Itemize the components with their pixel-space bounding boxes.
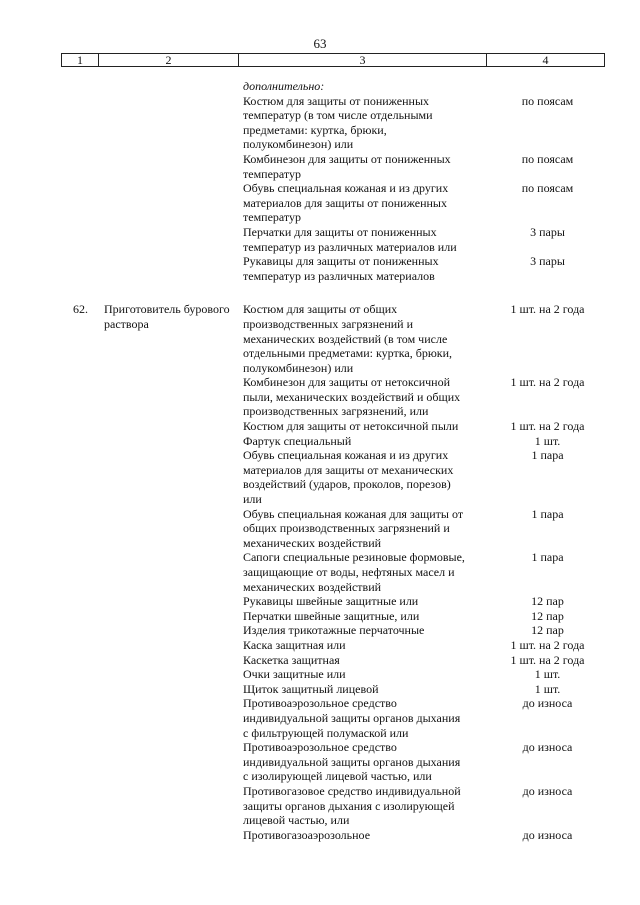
entry-number: 62. (73, 302, 88, 317)
table-row (0, 609, 640, 624)
additional-items (0, 94, 640, 284)
item-name: Щиток защитный лицевой (243, 681, 379, 696)
table-row (0, 784, 640, 828)
page-number: 63 (313, 36, 327, 51)
item-name: Каска защитная или (243, 637, 346, 652)
table-row (0, 653, 640, 668)
table-body (0, 79, 640, 842)
profession-name: Приготовитель бурового раствора (104, 302, 230, 332)
table-row (0, 507, 640, 551)
table-row (0, 740, 640, 784)
table-row (0, 682, 640, 697)
table-row (0, 152, 640, 181)
header-col-4: 4 (542, 53, 549, 67)
item-norm: 1 шт. (534, 681, 561, 696)
item-norm: до износа (522, 783, 573, 798)
table-row (0, 181, 640, 225)
table-row (0, 94, 640, 152)
item-name: Очки защитные или (243, 667, 346, 682)
item-name: Противоаэрозольное средство индивидуальной защиты органов дыхания с фильтрующей полумаской или (243, 696, 461, 740)
item-name: Противогазовое средство индивидуальной защиты органов дыхания с изолирующей лицевой частью, или (243, 783, 461, 828)
table-row (0, 623, 640, 638)
item-norm: по поясам (521, 93, 574, 108)
table-row (0, 828, 640, 843)
item-norm: 12 пар (531, 594, 564, 609)
table-row (0, 434, 640, 449)
item-norm: 1 шт. на 2 года (510, 652, 585, 667)
header-col-3: 3 (239, 54, 487, 66)
item-norm: по поясам (521, 151, 574, 166)
item-norm: 12 пар (531, 623, 564, 638)
item-name: Обувь специальная кожаная и из других материалов для защиты от пониженных температур (243, 181, 449, 225)
item-norm: до износа (522, 696, 573, 711)
item-name: Изделия трикотажные перчаточные (243, 623, 425, 638)
table-row (0, 225, 640, 254)
table-row (0, 254, 640, 283)
item-name: Перчатки для защиты от пониженных температур из различных материалов или (243, 224, 457, 254)
table-row (0, 594, 640, 609)
item-norm: 1 шт. на 2 года (510, 419, 585, 434)
item-name: Каскетка защитная (243, 652, 340, 667)
item-name: Обувь специальная кожаная для защиты от общих производственных загрязнений и механических воздействий (243, 506, 464, 550)
item-norm: до износа (522, 827, 573, 842)
item-name: Противогазоаэрозольное (243, 827, 371, 842)
item-norm: 3 пары (530, 224, 565, 239)
item-name: Комбинезон для защиты от нетоксичной пыли, механических воздействий и общих производственных загрязнений, или (243, 375, 461, 419)
entry-items (0, 302, 640, 842)
table-header (61, 53, 605, 67)
intro-label: дополнительно: (243, 79, 325, 93)
item-norm: 1 шт. на 2 года (510, 637, 585, 652)
header-col-2: 2 (99, 54, 239, 66)
item-name: Комбинезон для защиты от пониженных температур (243, 151, 451, 181)
item-norm: 1 шт. (534, 433, 561, 448)
intro-row (0, 79, 640, 94)
table-row (0, 302, 640, 375)
table-row (0, 419, 640, 434)
header-col-1: 1 (62, 54, 99, 66)
table-row (0, 550, 640, 594)
table-row (0, 448, 640, 506)
item-name: Обувь специальная кожаная и из других материалов для защиты от механических воздействий (ударов, проколов, порезов) или (243, 448, 454, 507)
item-name: Костюм для защиты от пониженных температур (в том числе отдельными предметами: куртка, брюки, полукомбинезон) или (243, 93, 433, 152)
item-norm: до износа (522, 740, 573, 755)
item-name: Костюм для защиты от нетоксичной пыли (243, 419, 459, 434)
item-norm: 1 шт. на 2 года (510, 375, 585, 390)
item-name: Перчатки швейные защитные, или (243, 608, 420, 623)
table-row (0, 667, 640, 682)
item-name: Противоаэрозольное средство индивидуальной защиты органов дыхания с изолирующей лицевой частью, или (243, 740, 461, 784)
table-row (0, 375, 640, 419)
item-norm: 1 пара (531, 448, 564, 463)
item-norm: 1 шт. (534, 667, 561, 682)
item-norm: по поясам (521, 181, 574, 196)
item-name: Костюм для защиты от общих производственных загрязнений и механических воздействий (в том числе отдельными предметами: куртка, брюки, полукомбинезон) или (243, 302, 453, 375)
item-norm: 12 пар (531, 608, 564, 623)
entry-row (0, 302, 640, 842)
item-norm: 1 пара (531, 506, 564, 521)
item-norm: 3 пары (530, 254, 565, 269)
item-name: Сапоги специальные резиновые формовые, защищающие от воды, нефтяных масел и механических воздействий (243, 550, 465, 594)
item-name: Рукавицы швейные защитные или (243, 594, 419, 609)
table-row (0, 638, 640, 653)
item-name: Фартук специальный (243, 433, 352, 448)
item-norm: 1 шт. на 2 года (510, 302, 585, 317)
item-name: Рукавицы для защиты от пониженных температур из различных материалов (243, 254, 439, 283)
table-row (0, 696, 640, 740)
item-norm: 1 пара (531, 550, 564, 565)
